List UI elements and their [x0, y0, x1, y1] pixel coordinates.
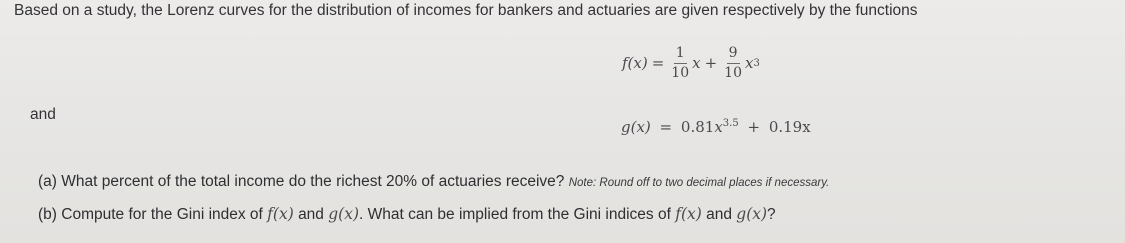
question-a-note: Note: Round off to two decimal places if necessary. [568, 177, 830, 189]
question-b-text: (b) Compute for the Gini index of [38, 206, 263, 223]
and-label: and [30, 106, 56, 123]
f-plus: + [704, 54, 718, 72]
g-variable: x [714, 118, 723, 136]
problem-intro: Based on a study, the Lorenz curves for the distribution of incomes for bankers and actuaries are given respectively by the functions [14, 2, 918, 19]
f-term2-fraction [724, 46, 742, 80]
formula-g [621, 118, 811, 136]
f-term2-exponent: 3 [753, 57, 760, 69]
question-b-g: g(x) [328, 205, 360, 223]
g-lhs: g(x) [621, 118, 651, 136]
question-a [38, 173, 829, 191]
f-equals: = [651, 54, 665, 72]
question-b-g2: g(x) [736, 205, 768, 223]
g-equals: = [659, 118, 673, 136]
question-b-f2: f(x) [675, 205, 702, 223]
question-b-text-2: . What can be implied from the Gini indices of [359, 206, 671, 223]
question-b-end: ? [767, 206, 776, 223]
question-b-and-2: and [706, 206, 732, 223]
g-coefficient: 0.81 [680, 118, 715, 136]
f-term1-fraction [671, 46, 689, 80]
f-lhs: f(x) [622, 54, 648, 72]
f-term2-denominator: 10 [724, 65, 742, 81]
question-b [38, 205, 776, 224]
g-plus: + [747, 118, 761, 136]
f-term2-variable: x [745, 54, 754, 72]
f-term2-numerator: 9 [727, 46, 740, 64]
g-term2: 0.19x [768, 118, 811, 136]
formula-f [622, 38, 760, 88]
f-term1-numerator: 1 [674, 46, 687, 64]
f-term1-variable: x [692, 54, 701, 72]
g-exponent: 3.5 [722, 118, 739, 129]
f-term1-denominator: 10 [671, 65, 690, 81]
question-b-f: f(x) [267, 205, 294, 223]
question-a-text: (a) What percent of the total income do the richest 20% of actuaries receive? [38, 173, 565, 190]
question-b-and: and [298, 206, 324, 223]
